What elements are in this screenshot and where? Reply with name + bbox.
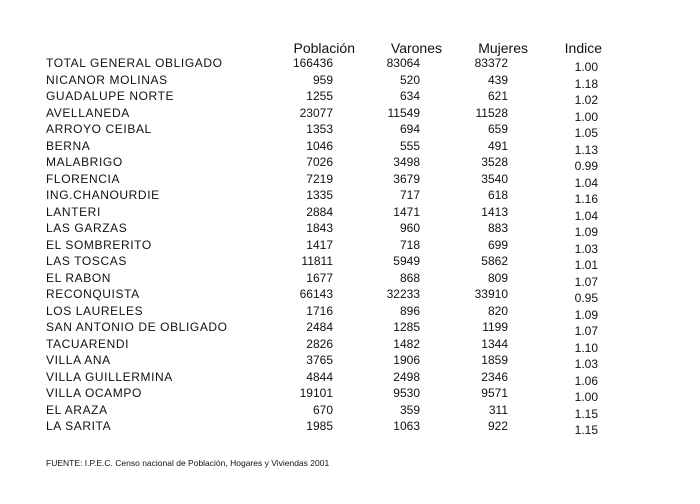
header-mujeres: Mujeres (478, 40, 528, 56)
header-poblacion: Población (293, 40, 355, 56)
table-row (0, 287, 700, 304)
row-mujeres: 3540 (481, 171, 508, 186)
row-varones: 520 (399, 72, 420, 87)
row-poblacion: 1677 (306, 270, 333, 285)
table-row (0, 155, 700, 172)
row-indice: 1.04 (574, 175, 598, 190)
table-row (0, 353, 700, 370)
table-row (0, 122, 700, 139)
table-row (0, 337, 700, 354)
row-poblacion: 959 (312, 72, 333, 87)
row-indice: 1.15 (574, 406, 598, 421)
row-poblacion: 7026 (306, 155, 333, 169)
header-varones: Varones (390, 40, 442, 56)
row-poblacion: 1353 (306, 122, 333, 136)
table-row (0, 238, 700, 255)
row-mujeres: 699 (487, 237, 508, 252)
row-varones: 32233 (386, 287, 420, 301)
row-mujeres: 809 (487, 270, 508, 285)
row-indice: 1.07 (574, 274, 598, 289)
table-row (0, 56, 700, 73)
table-row (0, 106, 700, 123)
row-poblacion: 1716 (306, 303, 333, 318)
row-mujeres: 311 (488, 402, 508, 417)
table-row (0, 172, 700, 189)
row-indice: 1.13 (574, 142, 598, 157)
row-varones: 555 (399, 138, 420, 153)
row-mujeres: 9571 (481, 386, 508, 400)
row-varones: 717 (399, 188, 420, 202)
row-mujeres: 883 (487, 221, 508, 235)
row-varones: 9530 (393, 386, 420, 400)
row-indice: 1.03 (574, 357, 598, 371)
row-mujeres: 618 (487, 188, 508, 202)
row-varones: 3498 (393, 155, 420, 169)
row-mujeres: 1413 (481, 204, 508, 219)
row-indice: 1.02 (574, 93, 598, 107)
row-indice: 1.04 (574, 208, 598, 223)
row-poblacion: 1335 (306, 188, 333, 202)
row-indice: 0.95 (574, 291, 598, 305)
row-poblacion: 66143 (299, 287, 333, 301)
row-indice: 1.01 (574, 258, 598, 272)
row-name: TOTAL GENERAL OBLIGADO (46, 56, 223, 70)
row-name: LOS LAURELES (46, 303, 144, 318)
row-poblacion: 11811 (301, 254, 333, 268)
row-name: SAN ANTONIO DE OBLIGADO (46, 320, 228, 334)
row-varones: 11549 (387, 105, 420, 120)
row-indice: 1.06 (574, 373, 598, 388)
row-name: ING.CHANOURDIE (46, 188, 160, 202)
row-mujeres: 922 (487, 419, 508, 433)
table-row (0, 205, 700, 222)
row-name: LA SARITA (46, 419, 112, 433)
row-poblacion: 4844 (306, 369, 333, 384)
row-varones: 359 (399, 402, 420, 417)
row-mujeres: 83372 (474, 56, 508, 70)
row-indice: 0.99 (574, 159, 598, 173)
table-row (0, 304, 700, 321)
row-varones: 83064 (386, 56, 420, 70)
table-row (0, 139, 700, 156)
row-mujeres: 5862 (481, 254, 508, 268)
row-name: BERNA (46, 138, 91, 153)
row-varones: 896 (399, 303, 420, 318)
row-mujeres: 1859 (481, 353, 508, 367)
table-body (0, 56, 700, 436)
table-row (0, 221, 700, 238)
row-indice: 1.09 (574, 225, 598, 239)
row-name: LANTERI (46, 204, 101, 219)
row-poblacion: 2826 (306, 336, 333, 351)
row-mujeres: 33910 (474, 287, 508, 301)
row-name: ARROYO CEIBAL (46, 122, 152, 136)
row-mujeres: 11528 (475, 105, 508, 120)
row-poblacion: 670 (312, 402, 333, 417)
row-varones: 2498 (393, 369, 420, 384)
row-poblacion: 1843 (306, 221, 333, 235)
row-name: LAS GARZAS (46, 221, 128, 235)
row-name: VILLA ANA (46, 353, 111, 367)
row-mujeres: 659 (487, 122, 508, 136)
row-mujeres: 3528 (481, 155, 508, 169)
row-name: EL RABON (46, 270, 112, 285)
row-varones: 5949 (393, 254, 420, 268)
row-mujeres: 1344 (481, 336, 508, 351)
row-indice: 1.09 (574, 307, 598, 322)
row-name: LAS TOSCAS (46, 254, 127, 268)
row-poblacion: 1417 (306, 237, 333, 252)
row-name: GUADALUPE NORTE (46, 89, 175, 103)
table-row (0, 386, 700, 403)
row-name: MALABRIGO (46, 155, 123, 169)
row-varones: 1063 (393, 419, 420, 433)
table-row (0, 89, 700, 106)
table-row (0, 370, 700, 387)
row-varones: 868 (399, 270, 420, 285)
row-varones: 1482 (393, 336, 420, 351)
row-indice: 1.07 (574, 324, 598, 338)
row-indice: 1.18 (574, 76, 598, 91)
row-poblacion: 23077 (299, 105, 333, 120)
row-indice: 1.15 (574, 423, 598, 437)
row-name: RECONQUISTA (46, 287, 140, 301)
row-name: TACUARENDI (46, 336, 130, 351)
header-indice: Indice (564, 40, 602, 56)
row-varones: 694 (399, 122, 420, 136)
table-row (0, 419, 700, 436)
row-poblacion: 2884 (306, 204, 333, 219)
row-indice: 1.10 (574, 340, 598, 355)
row-poblacion: 1255 (306, 89, 333, 103)
source-footnote: FUENTE: I.P.E.C. Censo nacional de Población, Hogares y Viviendas 2001 (46, 458, 330, 468)
row-varones: 718 (399, 237, 420, 252)
table-row (0, 254, 700, 271)
row-indice: 1.03 (574, 241, 598, 256)
row-varones: 1285 (393, 320, 420, 334)
row-mujeres: 820 (487, 303, 508, 318)
row-poblacion: 1046 (306, 138, 333, 153)
row-varones: 1906 (393, 353, 420, 367)
row-indice: 1.16 (574, 192, 598, 206)
table-row (0, 320, 700, 337)
row-poblacion: 7219 (306, 171, 333, 186)
row-indice: 1.00 (574, 390, 598, 404)
row-poblacion: 3765 (306, 353, 333, 367)
table-row (0, 403, 700, 420)
table-row (0, 188, 700, 205)
row-mujeres: 1199 (482, 320, 508, 334)
row-indice: 1.00 (574, 109, 598, 124)
row-indice: 1.00 (574, 60, 598, 74)
row-poblacion: 19101 (299, 386, 333, 400)
row-name: EL ARAZA (46, 402, 108, 417)
row-name: VILLA OCAMPO (46, 386, 142, 400)
table-row (0, 271, 700, 288)
row-name: VILLA GUILLERMINA (46, 369, 173, 384)
table-row (0, 73, 700, 90)
row-varones: 1471 (393, 204, 420, 219)
row-poblacion: 166436 (292, 56, 333, 70)
row-name: EL SOMBRERITO (46, 237, 152, 252)
row-mujeres: 439 (487, 72, 508, 87)
row-mujeres: 491 (487, 138, 508, 153)
row-name: FLORENCIA (46, 171, 121, 186)
row-name: AVELLANEDA (46, 105, 130, 120)
row-varones: 3679 (393, 171, 420, 186)
row-poblacion: 2484 (306, 320, 333, 334)
row-name: NICANOR MOLINAS (46, 72, 168, 87)
row-mujeres: 2346 (481, 369, 508, 384)
row-varones: 634 (399, 89, 420, 103)
row-varones: 960 (399, 221, 420, 235)
row-indice: 1.05 (574, 126, 598, 140)
row-poblacion: 1985 (306, 419, 333, 433)
row-mujeres: 621 (487, 89, 508, 103)
